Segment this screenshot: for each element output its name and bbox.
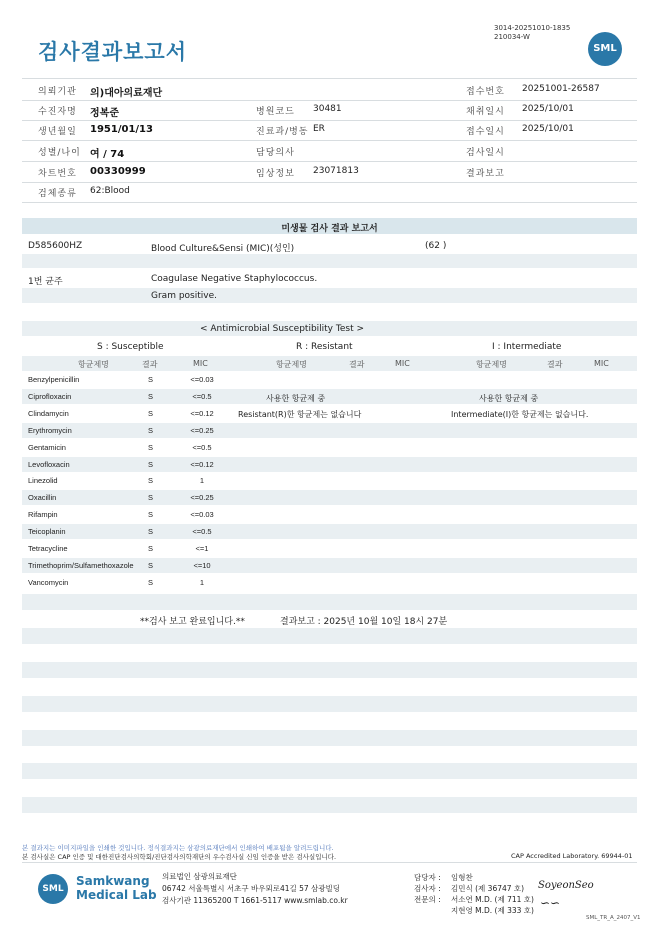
column-header-band	[22, 356, 637, 371]
drug-mic: <=1	[195, 544, 209, 553]
drug-mic: 1	[199, 578, 205, 587]
doc-id-line2: 210034-W	[494, 33, 530, 41]
field-value: 20251001-26587	[522, 84, 600, 94]
row-divider	[22, 100, 637, 101]
empty-band	[22, 763, 637, 779]
staff-name: 임형찬	[451, 873, 473, 882]
field-label: 생년월일	[38, 127, 77, 137]
staff-name: 지현영 M.D. (제 333 호)	[451, 906, 534, 915]
col-mic-s: MIC	[193, 359, 208, 368]
staff-role: 전문의 :	[414, 895, 441, 904]
field-label: 수진자명	[38, 107, 77, 117]
legend-resistant: R : Resistant	[296, 342, 353, 352]
drug-mic: <=0.25	[190, 493, 214, 502]
page-title: 검사결과보고서	[38, 40, 188, 64]
empty-band	[22, 696, 637, 712]
col-mic-r: MIC	[395, 359, 410, 368]
band	[22, 254, 637, 268]
drug-result: S	[148, 544, 154, 553]
field-value: 2025/10/01	[522, 104, 574, 114]
drug-mic: <=10	[193, 561, 211, 570]
organism-name: Coagulase Negative Staphylococcus.	[151, 274, 318, 284]
field-label: 결과보고	[466, 169, 505, 179]
row-band	[22, 389, 637, 404]
drug-result: S	[148, 476, 154, 485]
field-label: 병원코드	[256, 107, 295, 117]
report-complete-message: **검사 보고 완료입니다.**	[140, 617, 245, 627]
field-label: 접수번호	[466, 87, 505, 97]
col-drug-s: 항균제명	[78, 360, 109, 369]
drug-result: S	[148, 561, 154, 570]
field-label: 임상정보	[256, 169, 295, 179]
drug-result: S	[148, 527, 154, 536]
field-label: 성별/나이	[38, 148, 81, 158]
drug-name: Oxacillin	[28, 493, 57, 502]
drug-name: Trimethoprim/Sulfamethoxazole	[28, 561, 134, 570]
drug-name: Rifampin	[28, 510, 58, 519]
doc-id-line1: 3014-20251010-1835	[494, 24, 571, 32]
org-line2: 06742 서울특별시 서초구 바우뫼로41길 57 삼광빌딩	[162, 884, 341, 893]
notice-certification: 본 검사실은 CAP 인증 및 대한진단검사의학회/진단검사의학재단의 우수검사실 신임 인증을 받은 검사실입니다.	[22, 853, 337, 861]
test-number: (62 )	[425, 241, 447, 251]
field-value: 62:Blood	[90, 186, 130, 196]
field-value: 2025/10/01	[522, 124, 574, 134]
drug-result: S	[148, 493, 154, 502]
col-result-r: 결과	[349, 360, 365, 369]
org-logo-text	[76, 874, 157, 902]
org-name-2: Medical Lab	[76, 888, 157, 902]
drug-result: S	[148, 578, 154, 587]
col-result-s: 결과	[142, 360, 158, 369]
col-mic-i: MIC	[594, 359, 609, 368]
empty-band	[22, 730, 637, 746]
field-label: 검체종류	[38, 189, 77, 199]
signature: SoyeonSeo	[538, 880, 594, 891]
org-info	[162, 871, 348, 907]
staff-name: 서소연 M.D. (제 711 호)	[451, 895, 534, 904]
drug-name: Teicoplanin	[28, 527, 66, 536]
drug-result: S	[148, 443, 154, 452]
field-value: 정복준	[90, 108, 119, 119]
drug-mic: <=0.12	[190, 409, 214, 418]
drug-name: Tetracycline	[28, 544, 68, 553]
row-band	[22, 457, 637, 472]
cap-accreditation: CAP Accredited Laboratory. 69944-01	[511, 852, 633, 860]
row-band	[22, 524, 637, 539]
divider	[22, 862, 637, 863]
row-divider	[22, 161, 637, 162]
field-value: 여 / 74	[90, 149, 125, 160]
drug-name: Linezolid	[28, 476, 58, 485]
form-code: SML_TR_A_2407_V1	[586, 915, 641, 921]
drug-result: S	[148, 392, 154, 401]
field-label: 채취일시	[466, 107, 505, 117]
row-divider	[22, 202, 637, 203]
drug-mic: <=0.5	[192, 392, 212, 401]
col-result-i: 결과	[547, 360, 563, 369]
divider	[22, 78, 637, 79]
drug-mic: <=0.12	[190, 460, 214, 469]
field-label: 담당의사	[256, 148, 295, 158]
empty-band	[22, 594, 637, 610]
row-divider	[22, 120, 637, 121]
empty-band	[22, 662, 637, 678]
field-value: ER	[313, 124, 325, 134]
test-name: Blood Culture&Sensi (MIC)(성인)	[151, 244, 295, 254]
drug-name: Vancomycin	[28, 578, 69, 587]
row-divider	[22, 182, 637, 183]
field-value: 23071813	[313, 166, 359, 176]
ast-title: < Antimicrobial Susceptibility Test >	[200, 324, 364, 334]
col-drug-r: 항균제명	[276, 360, 307, 369]
drug-name: Clindamycin	[28, 409, 69, 418]
drug-mic: <=0.03	[190, 375, 214, 384]
org-line3: 검사기관 11365200 T 1661-5117 www.smlab.co.kr	[162, 896, 348, 905]
band	[22, 288, 637, 303]
field-label: 접수일시	[466, 127, 505, 137]
drug-name: Ciprofloxacin	[28, 392, 72, 401]
legend-susceptible: S : Susceptible	[97, 342, 164, 352]
field-label: 검사일시	[466, 148, 505, 158]
row-band	[22, 490, 637, 505]
drug-name: Levofloxacin	[28, 460, 70, 469]
staff-role: 검사자 :	[414, 884, 441, 893]
field-value: 1951/01/13	[90, 124, 153, 135]
sml-footer-logo: SML	[38, 874, 68, 904]
section-title: 미생물 검사 결과 보고서	[281, 224, 378, 234]
legend-intermediate: I : Intermediate	[492, 342, 562, 352]
drug-name: Erythromycin	[28, 426, 72, 435]
intermediate-none: Intermediate(I)한 항균제는 없습니다.	[451, 410, 589, 419]
field-value: 의)대아의료재단	[90, 88, 163, 99]
field-value: 30481	[313, 104, 342, 114]
resistant-used: 사용한 항균제 중	[266, 394, 326, 403]
drug-mic: <=0.25	[190, 426, 214, 435]
col-drug-i: 항균제명	[476, 360, 507, 369]
drug-mic: <=0.03	[190, 510, 214, 519]
drug-mic: <=0.5	[192, 527, 212, 536]
staff-name: 김민식 (제 36747 호)	[451, 884, 525, 893]
org-name-1: Samkwang	[76, 874, 150, 888]
intermediate-used: 사용한 항균제 중	[479, 394, 539, 403]
staff-role: 담당자 :	[414, 873, 441, 882]
drug-result: S	[148, 409, 154, 418]
field-label: 진료과/병동	[256, 127, 309, 137]
drug-mic: 1	[199, 476, 205, 485]
sml-logo: SML	[588, 32, 622, 66]
org-line1: 의료법인 삼광의료재단	[162, 872, 237, 881]
organism-label: 1번 균주	[28, 277, 63, 287]
field-label: 차트번호	[38, 169, 77, 179]
drug-result: S	[148, 460, 154, 469]
signature-mark: ∽∽	[540, 896, 561, 910]
drug-result: S	[148, 426, 154, 435]
row-band	[22, 423, 637, 438]
document-id	[494, 24, 570, 42]
empty-band	[22, 628, 637, 644]
drug-mic: <=0.5	[192, 443, 212, 452]
organism-gram: Gram positive.	[151, 291, 217, 301]
drug-result: S	[148, 375, 154, 384]
row-divider	[22, 140, 637, 141]
drug-name: Benzylpenicillin	[28, 375, 80, 384]
notice-blue: 본 결과지는 이미지파일을 인쇄한 것입니다. 정식결과지는 삼광의료재단에서 인쇄하여 배포됨을 알려드립니다.	[22, 844, 334, 852]
drug-name: Gentamicin	[28, 443, 66, 452]
empty-band	[22, 797, 637, 813]
field-value: 00330999	[90, 166, 146, 177]
drug-result: S	[148, 510, 154, 519]
report-time: 결과보고 : 2025년 10월 10일 18시 27분	[280, 617, 448, 627]
test-code: D585600HZ	[28, 241, 83, 251]
field-label: 의뢰기관	[38, 87, 77, 97]
resistant-none: Resistant(R)한 항균제는 없습니다	[238, 410, 362, 419]
